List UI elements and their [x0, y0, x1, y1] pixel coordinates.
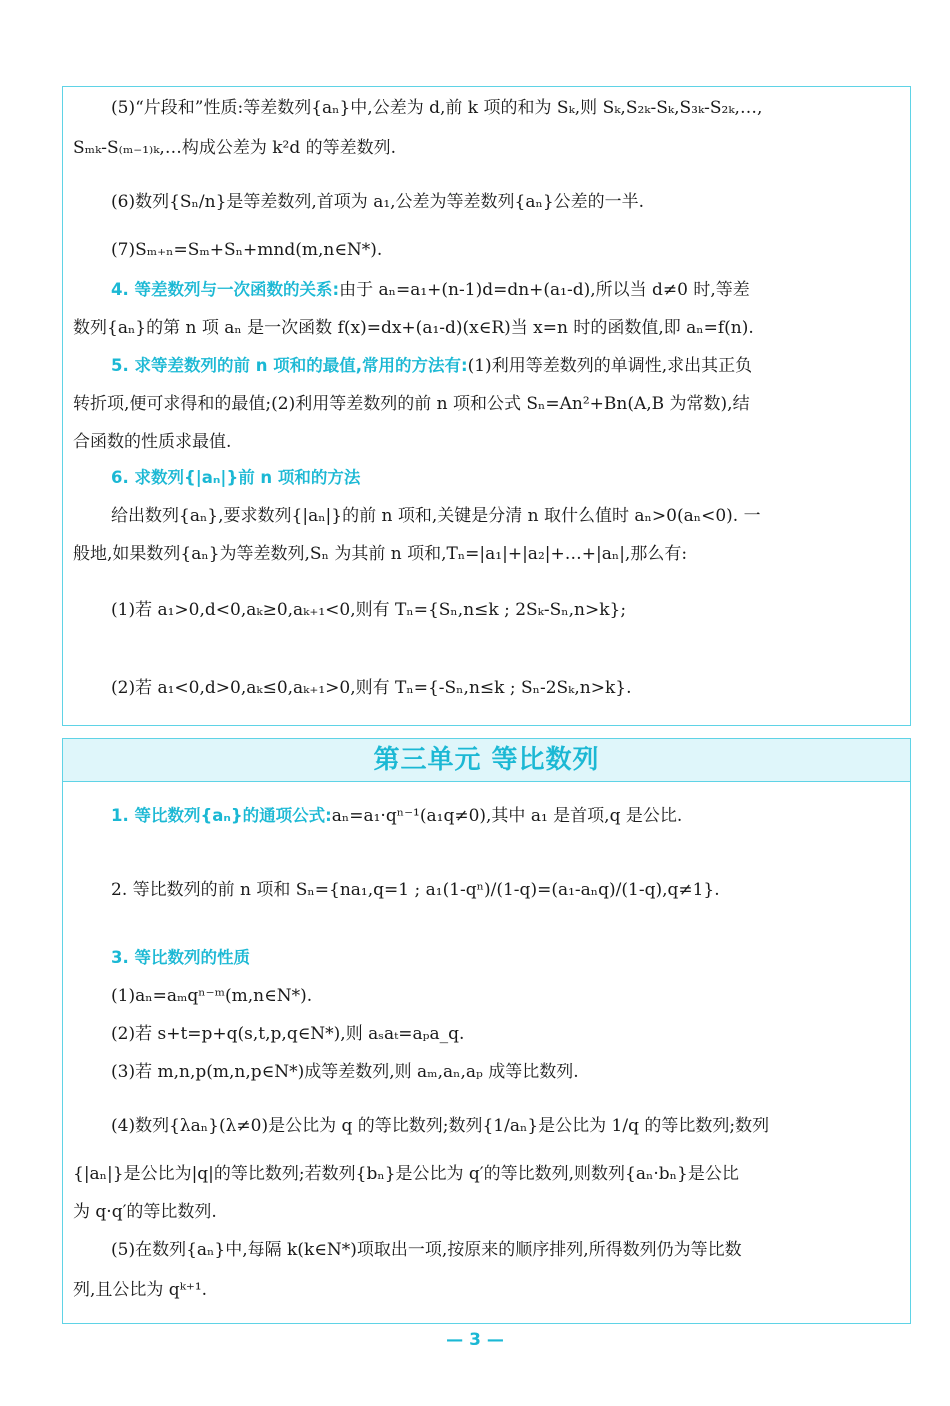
text-line: (3)若 m,n,p(m,n,p∈N*)成等差数列,则 aₘ,aₙ,aₚ 成等比数列. — [111, 1062, 579, 1082]
line-with-heading — [111, 279, 900, 301]
section-heading: 1. 等比数列{aₙ}的通项公式: — [111, 806, 332, 825]
text-line: (2)若 a₁<0,d>0,aₖ≤0,aₖ₊₁>0,则有 Tₙ={-Sₙ,n≤k ; Sₙ-2Sₖ,n>k}. — [111, 678, 632, 698]
text-line: (6)数列{Sₙ/n}是等差数列,首项为 a₁,公差为等差数列{aₙ}公差的一半. — [111, 192, 645, 212]
section-heading: 4. 等差数列与一次函数的关系: — [111, 280, 340, 299]
text-line: Sₘₖ-S₍ₘ₋₁₎ₖ,…构成公差为 k²d 的等差数列. — [73, 138, 397, 158]
line-with-heading — [111, 947, 900, 969]
text-line: 2. 等比数列的前 n 项和 Sₙ={na₁,q=1 ; a₁(1-qⁿ)/(1-q)=(a₁-aₙq)/(1-q),q≠1}. — [111, 880, 720, 900]
text-span: aₙ=a₁·qⁿ⁻¹(a₁q≠0),其中 a₁ 是首项,q 是公比. — [331, 806, 683, 826]
text-line: {|aₙ|}是公比为|q|的等比数列;若数列{bₙ}是公比为 q′的等比数列,则数列{aₙ·bₙ}是公比 — [73, 1164, 739, 1184]
text-line: (5)“片段和”性质:等差数列{aₙ}中,公差为 d,前 k 项的和为 Sₖ,则 Sₖ,S₂ₖ-Sₖ,S₃ₖ-S₂ₖ,…, — [111, 98, 763, 118]
unit-title: 第三单元 等比数列 — [63, 739, 910, 782]
text-line: 列,且公比为 qᵏ⁺¹. — [73, 1280, 208, 1300]
text-line: (7)Sₘ₊ₙ=Sₘ+Sₙ+mnd(m,n∈N*). — [111, 240, 383, 260]
text-line: 般地,如果数列{aₙ}为等差数列,Sₙ 为其前 n 项和,Tₙ=|a₁|+|a₂|+…+|aₙ|,那么有: — [73, 544, 688, 564]
text-line: (1)aₙ=aₘqⁿ⁻ᵐ(m,n∈N*). — [111, 986, 313, 1006]
section-heading: 6. 求数列{|aₙ|}前 n 项和的方法 — [111, 468, 361, 487]
unit-box-arithmetic — [62, 86, 911, 726]
section-heading: 5. 求等差数列的前 n 项和的最值,常用的方法有: — [111, 356, 468, 375]
text-line: 给出数列{aₙ},要求数列{|aₙ|}的前 n 项和,关键是分清 n 取什么值时 aₙ>0(aₙ<0). 一 — [111, 506, 761, 526]
line-with-heading — [111, 355, 900, 377]
section-heading: 3. 等比数列的性质 — [111, 948, 250, 967]
text-line: (4)数列{λaₙ}(λ≠0)是公比为 q 的等比数列;数列{1/aₙ}是公比为 1/q 的等比数列;数列 — [111, 1116, 770, 1136]
text-line: (2)若 s+t=p+q(s,t,p,q∈N*),则 aₛaₜ=aₚa_q. — [111, 1024, 465, 1044]
text-line: 转折项,便可求得和的最值;(2)利用等差数列的前 n 项和公式 Sₙ=An²+Bn(A,B 为常数),结 — [73, 394, 750, 414]
text-line: 数列{aₙ}的第 n 项 aₙ 是一次函数 f(x)=dx+(a₁-d)(x∈R)当 x=n 时的函数值,即 aₙ=f(n). — [73, 318, 754, 338]
text-line: 合函数的性质求最值. — [73, 432, 232, 452]
line-with-heading — [111, 805, 900, 827]
line-with-heading — [111, 467, 900, 489]
text-span: (1)利用等差数列的单调性,求出其正负 — [467, 356, 753, 376]
unit-box-geometric — [62, 738, 911, 1324]
text-line: (1)若 a₁>0,d<0,aₖ≥0,aₖ₊₁<0,则有 Tₙ={Sₙ,n≤k ; 2Sₖ-Sₙ,n>k}; — [111, 600, 627, 620]
page-number: — 3 — — [446, 1330, 504, 1350]
text-line: (5)在数列{aₙ}中,每隔 k(k∈N*)项取出一项,按原来的顺序排列,所得数列仍为等比数 — [111, 1240, 742, 1260]
text-line: 为 q·q′的等比数列. — [73, 1202, 217, 1222]
text-span: 由于 aₙ=a₁+(n-1)d=dn+(a₁-d),所以当 d≠0 时,等差 — [339, 280, 750, 300]
